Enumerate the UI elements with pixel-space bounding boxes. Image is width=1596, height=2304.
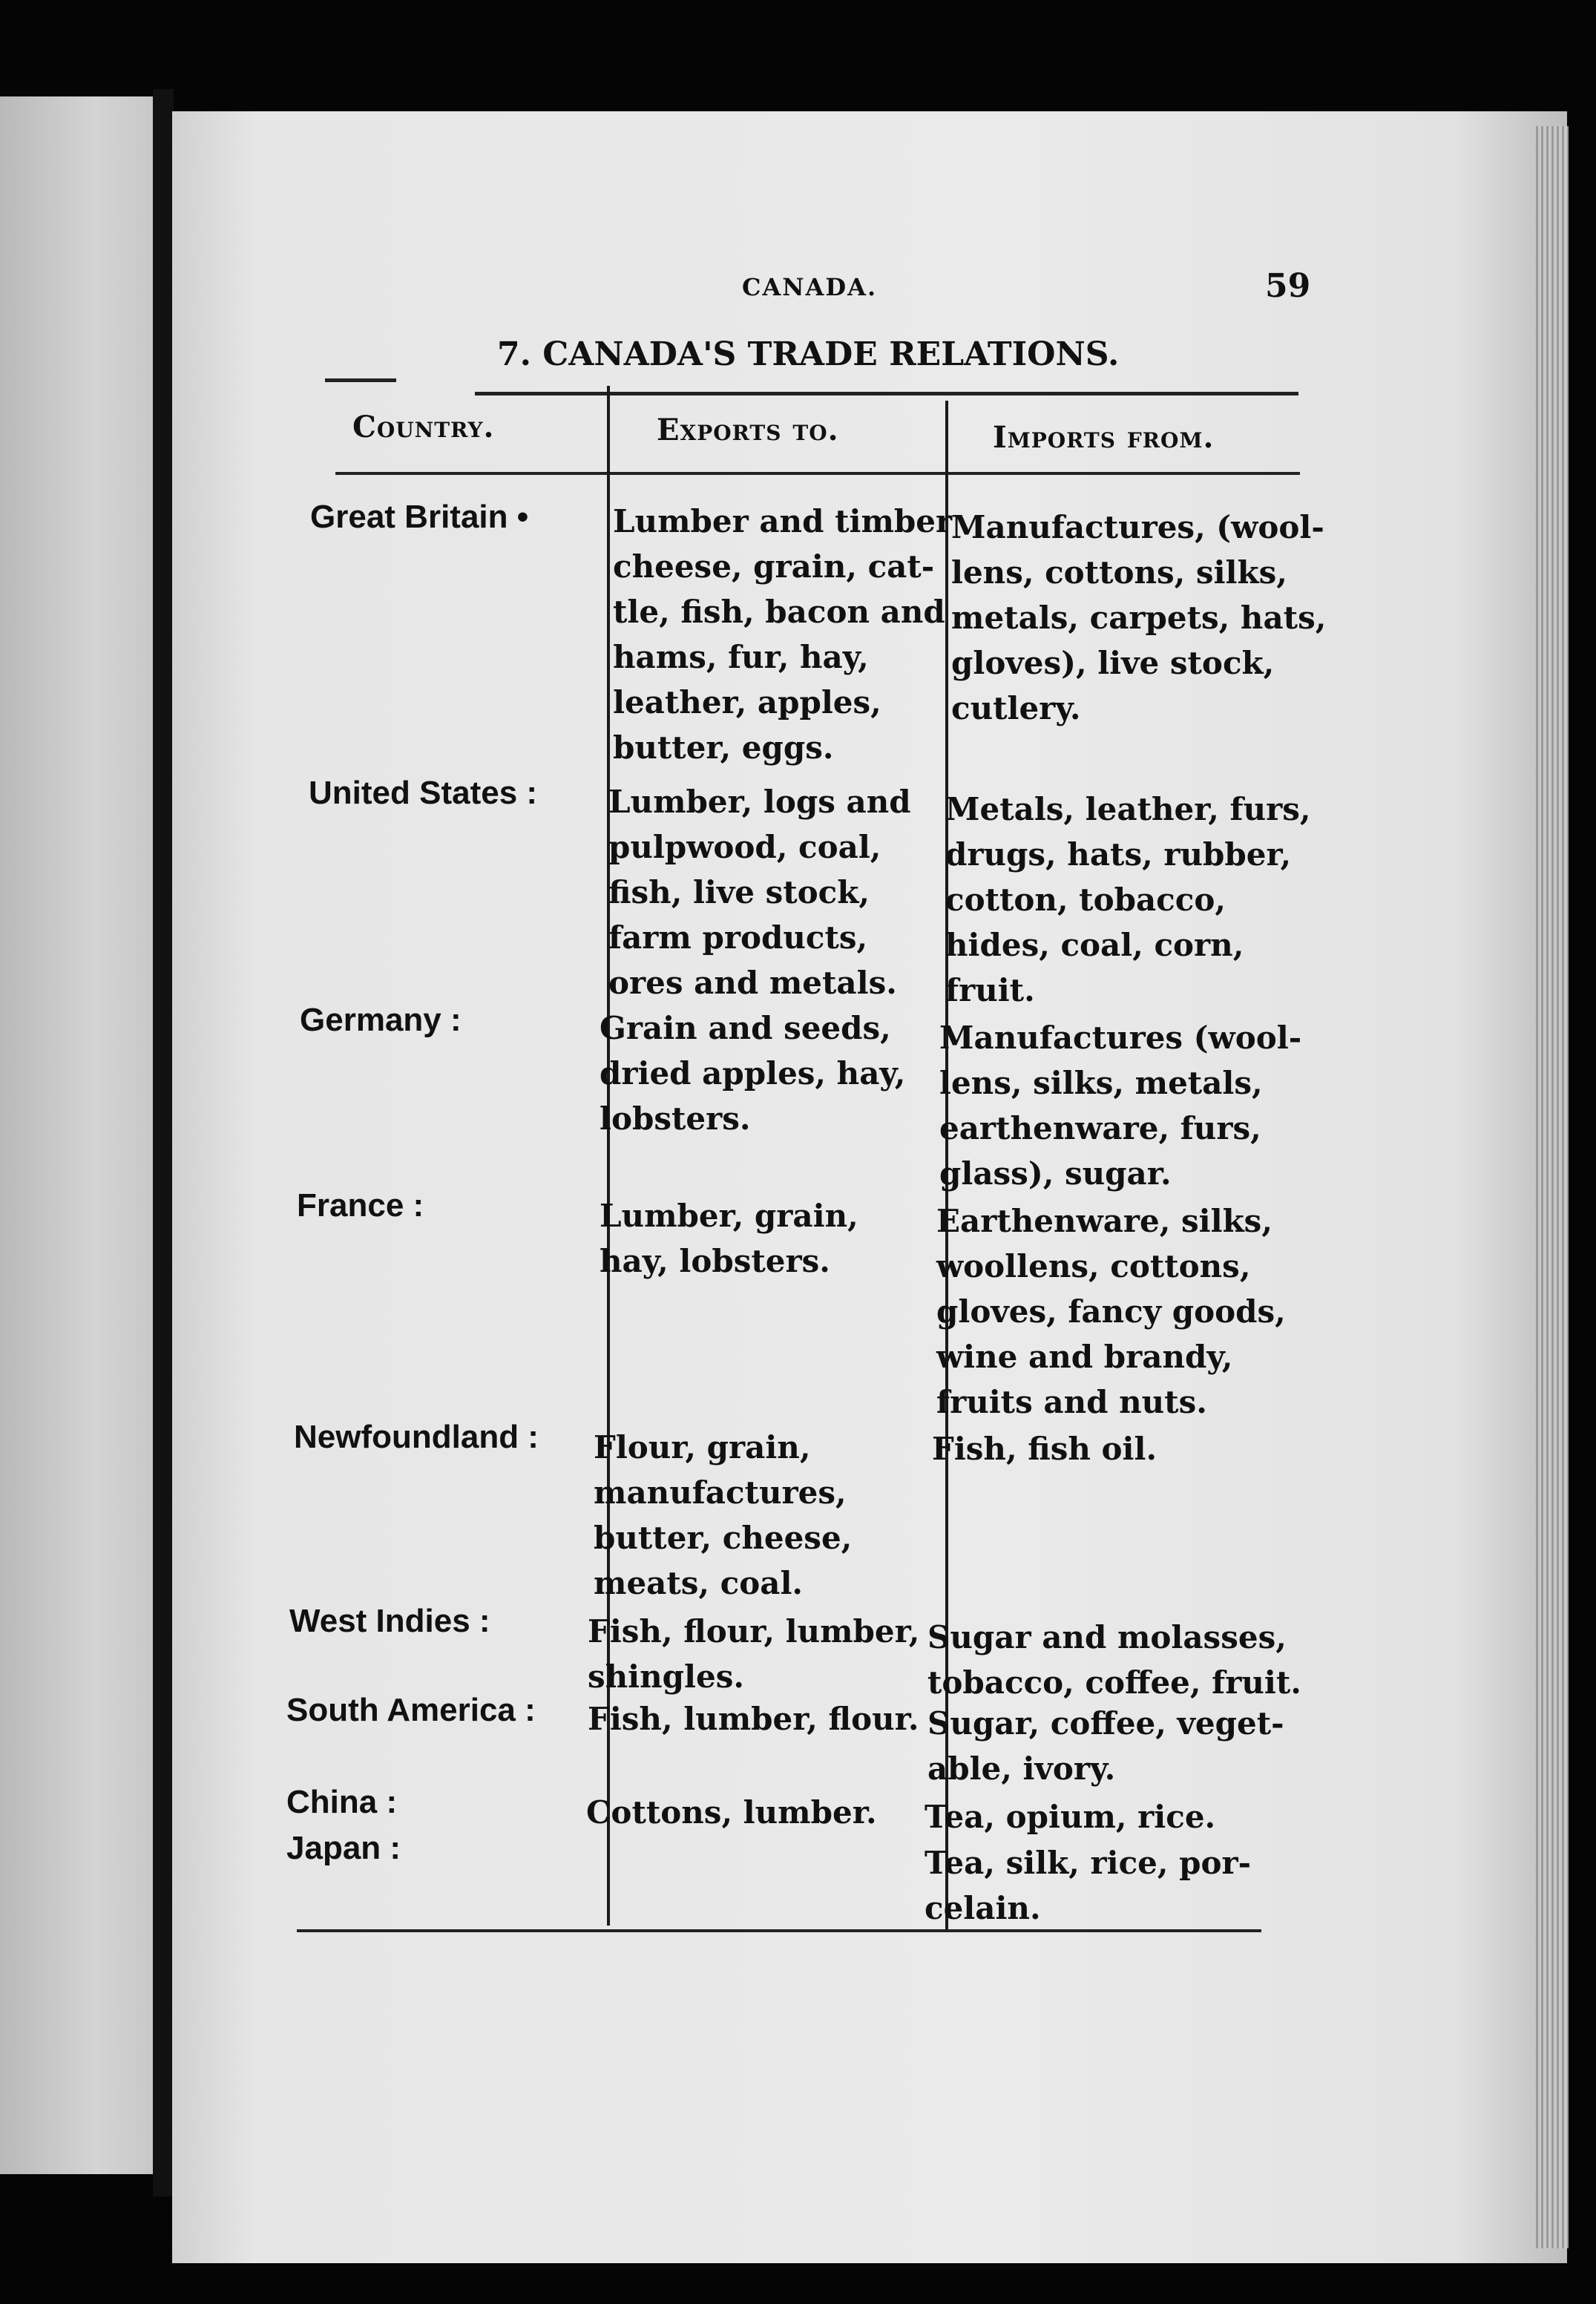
- imports-france: Earthenware, silks, woollens, cottons, gloves, fancy goods, wine and brandy, fruits and nuts.: [936, 1203, 1286, 1420]
- page-edge-stack: [1536, 126, 1569, 2248]
- running-head: CANADA.: [742, 273, 878, 301]
- imports-great-britain: Manufactures, (wool- lens, cottons, silks, metals, carpets, hats, gloves), live stock, cutlery.: [951, 509, 1327, 726]
- exports-south-america: Fish, lumber, flour.: [588, 1701, 919, 1737]
- table-bottom-rule: [297, 1929, 1261, 1932]
- country-china: China :: [286, 1784, 398, 1820]
- country-germany: Germany :: [300, 1002, 462, 1038]
- exports-great-britain: Lumber and timber cheese, grain, cat- tle, fish, bacon and hams, fur, hay, leather, apples, butter, eggs.: [613, 503, 953, 766]
- imports-newfoundland: Fish, fish oil.: [932, 1431, 1157, 1467]
- exports-united-states: Lumber, logs and pulpwood, coal, fish, live stock, farm products, ores and metals.: [608, 784, 911, 1001]
- exports-newfoundland: Flour, grain, manufactures, butter, cheese, meats, coal.: [594, 1429, 853, 1601]
- left-page-edge: [0, 96, 160, 2174]
- exports-west-indies: Fish, flour, lumber, shingles.: [588, 1613, 920, 1695]
- column-header-exports: Exports to.: [657, 413, 839, 447]
- exports-china: Cottons, lumber.: [586, 1794, 877, 1831]
- column-header-imports: Imports from.: [993, 420, 1215, 455]
- country-japan: Japan :: [286, 1830, 401, 1866]
- title-rule-left: [325, 378, 396, 382]
- country-united-states: United States :: [309, 775, 538, 811]
- exports-germany: Grain and seeds, dried apples, hay, lobsters.: [600, 1010, 906, 1137]
- imports-south-america: Sugar, coffee, veget- able, ivory.: [927, 1705, 1284, 1787]
- imports-japan: Tea, silk, rice, por- celain.: [925, 1845, 1252, 1926]
- header-rule: [335, 472, 1300, 475]
- title-rule: [475, 392, 1298, 396]
- country-newfoundland: Newfoundland :: [294, 1419, 539, 1455]
- exports-france: Lumber, grain, hay, lobsters.: [600, 1198, 858, 1279]
- imports-germany: Manufactures (wool- lens, silks, metals, earthenware, furs, glass), sugar.: [939, 1020, 1302, 1192]
- column-header-country: Country.: [352, 410, 495, 444]
- country-france: France :: [297, 1187, 424, 1224]
- country-south-america: South America :: [286, 1692, 536, 1728]
- country-west-indies: West Indies :: [289, 1603, 490, 1639]
- imports-china: Tea, opium, rice.: [925, 1799, 1216, 1835]
- book-gutter: [153, 89, 174, 2196]
- imports-west-indies: Sugar and molasses, tobacco, coffee, fruit.: [927, 1619, 1301, 1701]
- imports-united-states: Metals, leather, furs, drugs, hats, rubber, cotton, tobacco, hides, coal, corn, fruit.: [945, 791, 1311, 1008]
- country-great-britain: Great Britain •: [310, 499, 529, 535]
- section-title: 7. CANADA'S TRADE RELATIONS.: [497, 335, 1120, 373]
- page-number: 59: [1265, 267, 1311, 305]
